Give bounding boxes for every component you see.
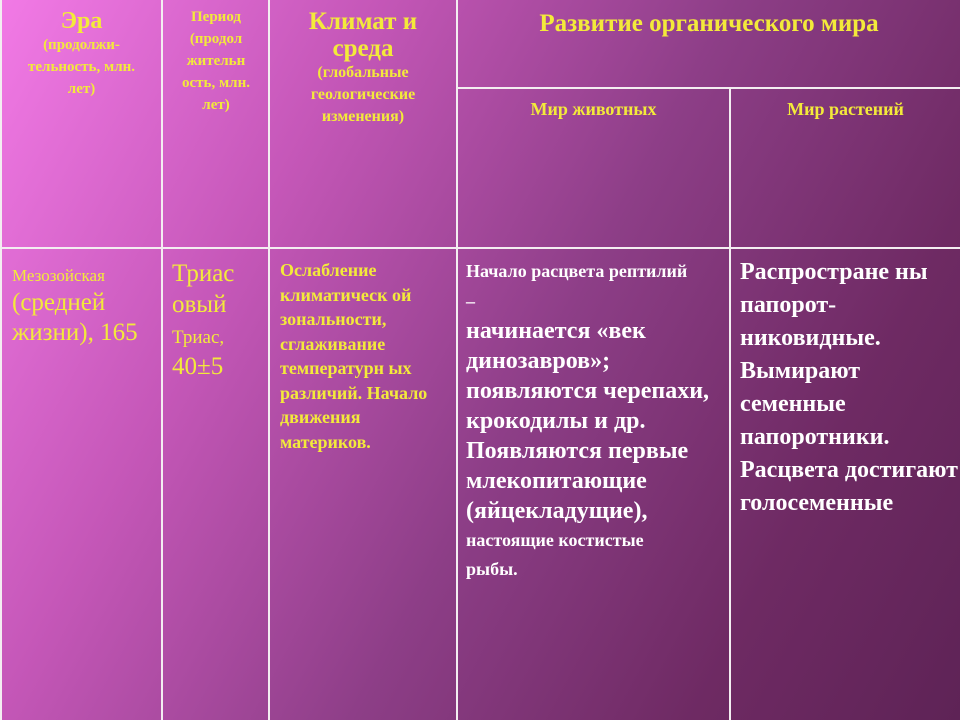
animals-text-fish: настоящие костистые рыбы. <box>466 530 644 579</box>
era-name: Мезозойская <box>12 266 105 285</box>
period-name: Триас овый <box>172 260 235 318</box>
table-divider-header-body <box>0 247 960 249</box>
animals-text-intro: Начало расцвета рептилий – <box>466 261 688 311</box>
header-period: Период (продол жительн ость, млн. лет) <box>182 9 250 113</box>
period-label: Триас, <box>172 327 225 348</box>
header-era-subtitle: (продолжи-тельность, млн. лет) <box>28 37 135 97</box>
climate-text: Ослабление климатическ ой зональности, сглаживание температурн ых различий. Начало движения материков. <box>280 260 428 452</box>
animals-text-main: начинается «век динозавров»; появляются черепахи, крокодилы и др. Появляются первые млекопитающие (яйцекладущие), <box>466 318 710 524</box>
header-development: Развитие органического мира <box>539 10 879 37</box>
period-cell <box>172 258 268 382</box>
table-divider-header-sub <box>456 87 960 89</box>
era-description: (средней жизни), 165 <box>12 289 138 346</box>
animals-cell <box>466 256 728 584</box>
header-plants: Мир растений <box>787 99 904 119</box>
era-cell <box>12 264 158 348</box>
header-climate-title: Климат и среда <box>308 8 418 62</box>
header-development-cell <box>458 10 960 37</box>
header-climate-cell <box>270 8 456 128</box>
header-animals-cell <box>458 98 729 120</box>
header-era-cell <box>2 8 161 100</box>
header-era-title: Эра <box>60 8 103 34</box>
plants-cell <box>740 256 958 520</box>
table-border-left <box>0 0 2 720</box>
period-duration: 40±5 <box>172 353 224 380</box>
plants-text: Распростране ны папорот-никовидные. Вымирают семенные папоротники. Расцвета достигают голосеменные <box>740 259 958 516</box>
header-climate-subtitle: (глобальные геологические изменения) <box>310 64 416 125</box>
table-divider-animals-plants <box>729 88 731 720</box>
climate-cell <box>280 258 452 454</box>
header-plants-cell <box>731 98 960 120</box>
table-divider-era-period <box>161 0 163 720</box>
header-animals: Мир животных <box>530 99 657 119</box>
header-period-cell <box>164 6 268 116</box>
